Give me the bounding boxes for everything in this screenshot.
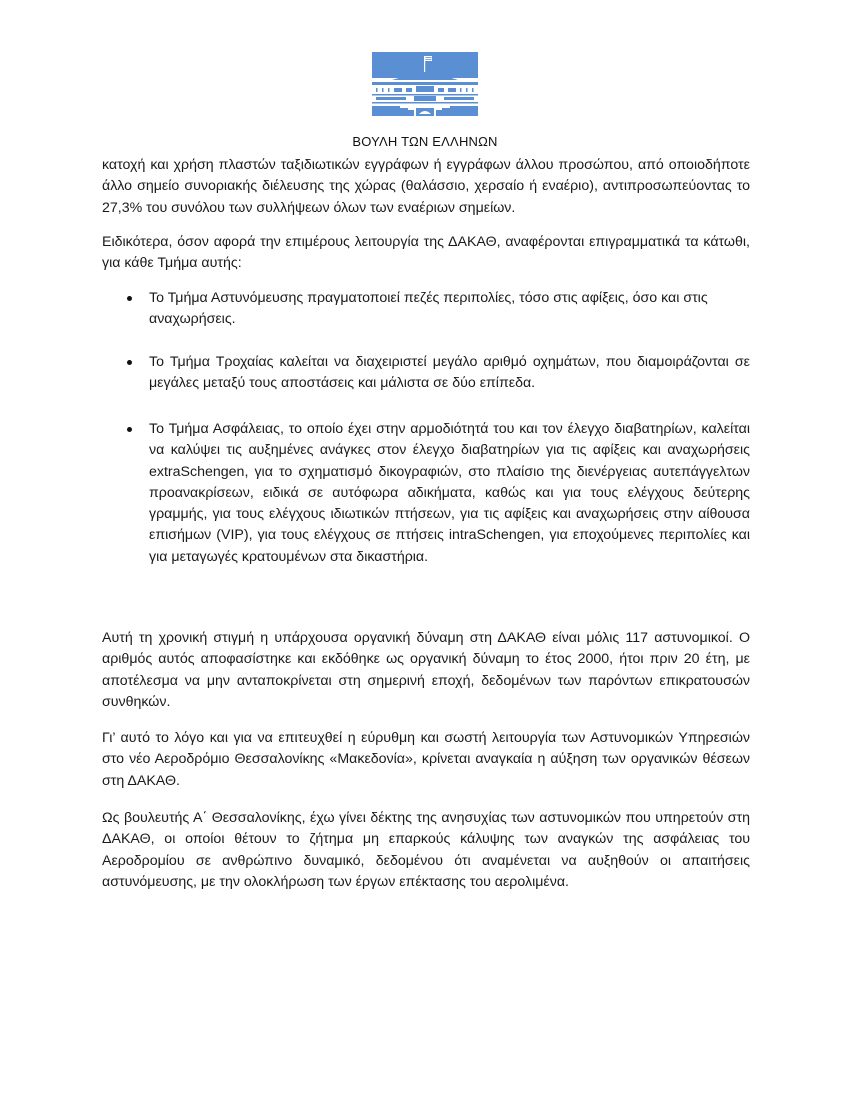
organization-name: ΒΟΥΛΗ ΤΩΝ ΕΛΛΗΝΩΝ — [352, 134, 498, 149]
paragraph-text: Ειδικότερα, όσον αφορά την επιμέρους λειτουργία της ΔΑΚΑΘ, αναφέρονται επιγραμματικά τα κάτωθι, για κάθε Τμήμα αυτής: — [102, 234, 750, 272]
bullet-list — [102, 352, 750, 395]
bullet-item-policing — [102, 288, 750, 331]
bullet-icon — [127, 427, 132, 432]
bullet-text: Το Τμήμα Αστυνόμευσης πραγματοποιεί πεζές περιπολίες, τόσο στις αφίξεις, όσο και στις αναχωρήσεις. — [149, 290, 708, 328]
bullet-text: Το Τμήμα Ασφάλειας, το οποίο έχει στην αρμοδιότητά του και τον έλεγχο διαβατηρίων, καλείται να καλύψει τις αυξημένες ανάγκες στον έλεγχο διαβατηρίων για τις αφίξεις και αναχωρήσεις extraSchengen, για το σχηματισμό δικογραφιών, στο πλαίσιο της διενέργειας αυτεπάγγελτων προανακρίσεων, ειδικά σε αυτόφωρα αδικήματα, καθώς και για τους ελέγχους δεύτερης γραμμής, για τους ελέγχους ιδιωτικών πτήσεων, για τις αφίξεις και αναχωρήσεις στην αίθουσα επισήμων (VIP), για τους ελέγχους σε πτήσεις intraSchengen, για εποχούμενες περιπολίες και για μεταγωγές κρατουμένων στα δικαστήρια. — [149, 421, 750, 565]
bullet-icon — [127, 360, 132, 365]
parliament-logo-icon — [370, 50, 480, 120]
bullet-list — [102, 419, 750, 568]
paragraph-text: κατοχή και χρήση πλαστών ταξιδιωτικών εγγράφων ή εγγράφων άλλου προσώπου, από οποιοδήποτε άλλο σημείο συνοριακής διέλευσης της χώρας (θαλάσσιο, χερσαίο ή εναέριο), αντιπροσωπεύοντας το 27,3% του συνόλου των συλλήψεων όλων των εναέριων σημείων. — [102, 157, 750, 216]
paragraph-arrests-share — [102, 155, 750, 219]
paragraph-text: Αυτή τη χρονική στιγμή η υπάρχουσα οργανική δύναμη στη ΔΑΚΑΘ είναι μόλις 117 αστυνομικοί. Ο αριθμός αυτός αποφασίστηκε και εκδόθηκε ως οργανική δύναμη το έτος 2000, ήτοι πριν 20 έτη, με αποτέλεσμα να μην ανταποκρίνεται στη σημερινή εποχή, δεδομένων των παρόντων επικρατουσών συνθηκών. — [102, 630, 750, 710]
bullet-list — [102, 288, 750, 331]
bullet-icon — [127, 296, 132, 301]
paragraph-mp-statement — [102, 808, 750, 893]
paragraph-departments-intro — [102, 232, 750, 275]
paragraph-text: Γι’ αυτό το λόγο και για να επιτευχθεί η εύρυθμη και σωστή λειτουργία των Αστυνομικών Υπηρεσιών στο νέο Αεροδρόμιο Θεσσαλονίκης «Μακεδονία», κρίνεται αναγκαία η αύξηση των οργανικών θέσεων στη ΔΑΚΑΘ. — [102, 730, 750, 789]
paragraph-organic-strength — [102, 628, 750, 713]
paragraph-text: Ως βουλευτής Α΄ Θεσσαλονίκης, έχω γίνει δέκτης της ανησυχίας των αστυνομικών που υπηρετούν στη ΔΑΚΑΘ, οι οποίοι θέτουν το ζήτημα μη επαρκούς κάλυψης των αναγκών της ασφάλειας του Αεροδρομίου σε ανθρώπινο δυναμικό, δεδομένου ότι αναμένεται να αυξηθούν οι απαιτήσεις αστυνόμευσης, με την ολοκλήρωση των έργων επέκτασης του αερολιμένα. — [102, 810, 750, 890]
bullet-item-traffic — [102, 352, 750, 395]
paragraph-need-increase — [102, 728, 750, 792]
bullet-item-security — [102, 419, 750, 568]
bullet-text: Το Τμήμα Τροχαίας καλείται να διαχειριστεί μεγάλο αριθμό οχημάτων, που διαμοιράζονται σε μεγάλες μεταξύ τους αποστάσεις και μάλιστα σε δύο επίπεδα. — [149, 354, 750, 392]
